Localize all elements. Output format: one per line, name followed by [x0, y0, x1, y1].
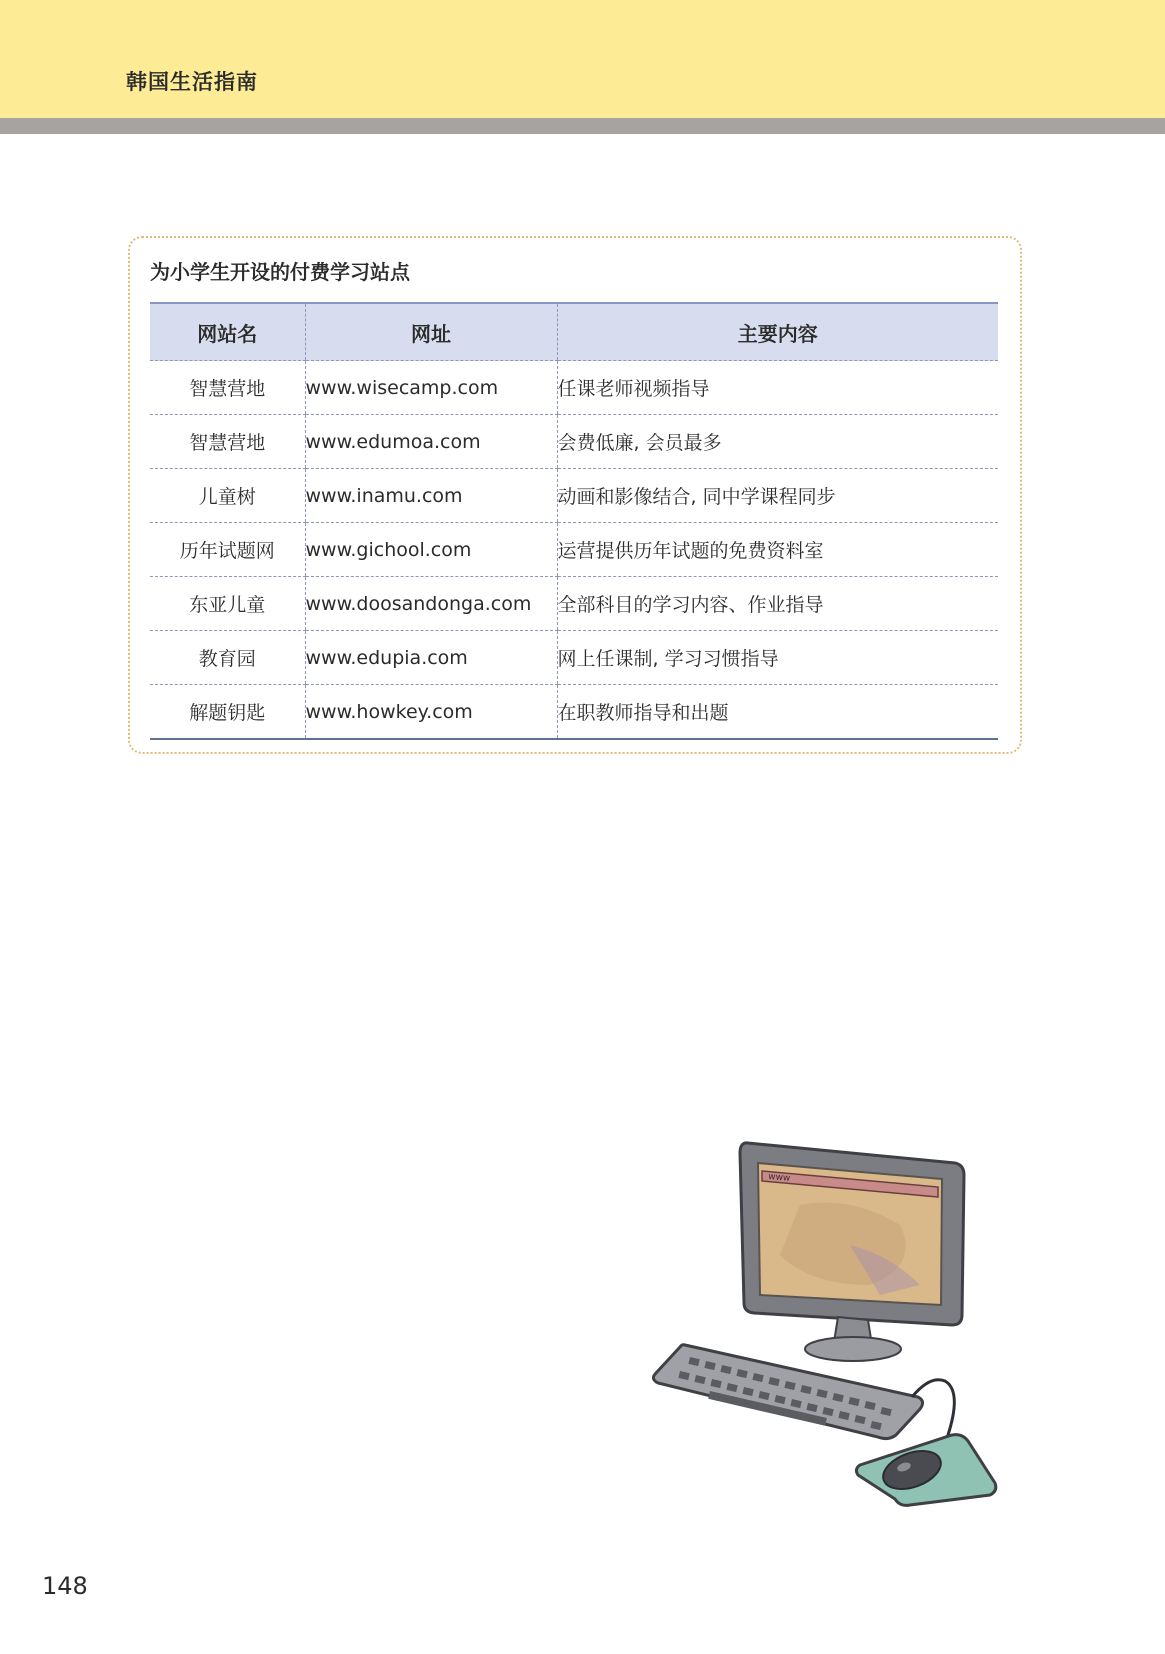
site-name: 教育园 [150, 631, 305, 685]
site-name: 历年试题网 [150, 523, 305, 577]
table-row [150, 685, 998, 740]
site-url: www.doosandonga.com [305, 577, 557, 631]
table-row [150, 361, 998, 415]
table-row [150, 469, 998, 523]
site-description: 全部科目的学习内容、作业指导 [557, 577, 998, 631]
column-header-content: 主要内容 [557, 303, 998, 361]
info-box-title: 为小学生开设的付费学习站点 [150, 260, 410, 284]
column-header-url: 网址 [305, 303, 557, 361]
table-header-row [150, 303, 998, 361]
site-description: 在职教师指导和出题 [557, 685, 998, 740]
site-description: 会费低廉, 会员最多 [557, 415, 998, 469]
site-url: www.edupia.com [305, 631, 557, 685]
site-name: 智慧营地 [150, 415, 305, 469]
page-header-title: 韩国生活指南 [126, 70, 258, 94]
site-name: 解题钥匙 [150, 685, 305, 740]
column-header-name: 网站名 [150, 303, 305, 361]
page-number: 148 [42, 1572, 88, 1600]
computer-illustration-icon [650, 1135, 1020, 1510]
table-row [150, 631, 998, 685]
table-row [150, 523, 998, 577]
sites-table [150, 302, 998, 740]
site-url: www.edumoa.com [305, 415, 557, 469]
site-url: www.inamu.com [305, 469, 557, 523]
site-name: 东亚儿童 [150, 577, 305, 631]
site-url: www.howkey.com [305, 685, 557, 740]
site-description: 任课老师视频指导 [557, 361, 998, 415]
site-url: www.gichool.com [305, 523, 557, 577]
site-name: 智慧营地 [150, 361, 305, 415]
site-url: www.wisecamp.com [305, 361, 557, 415]
table-row [150, 577, 998, 631]
header-stripe [0, 118, 1165, 134]
site-description: 动画和影像结合, 同中学课程同步 [557, 469, 998, 523]
site-name: 儿童树 [150, 469, 305, 523]
header-band [0, 0, 1165, 118]
site-description: 运营提供历年试题的免费资料室 [557, 523, 998, 577]
screen-address-text: www [767, 1172, 791, 1184]
site-description: 网上任课制, 学习习惯指导 [557, 631, 998, 685]
table-row [150, 415, 998, 469]
